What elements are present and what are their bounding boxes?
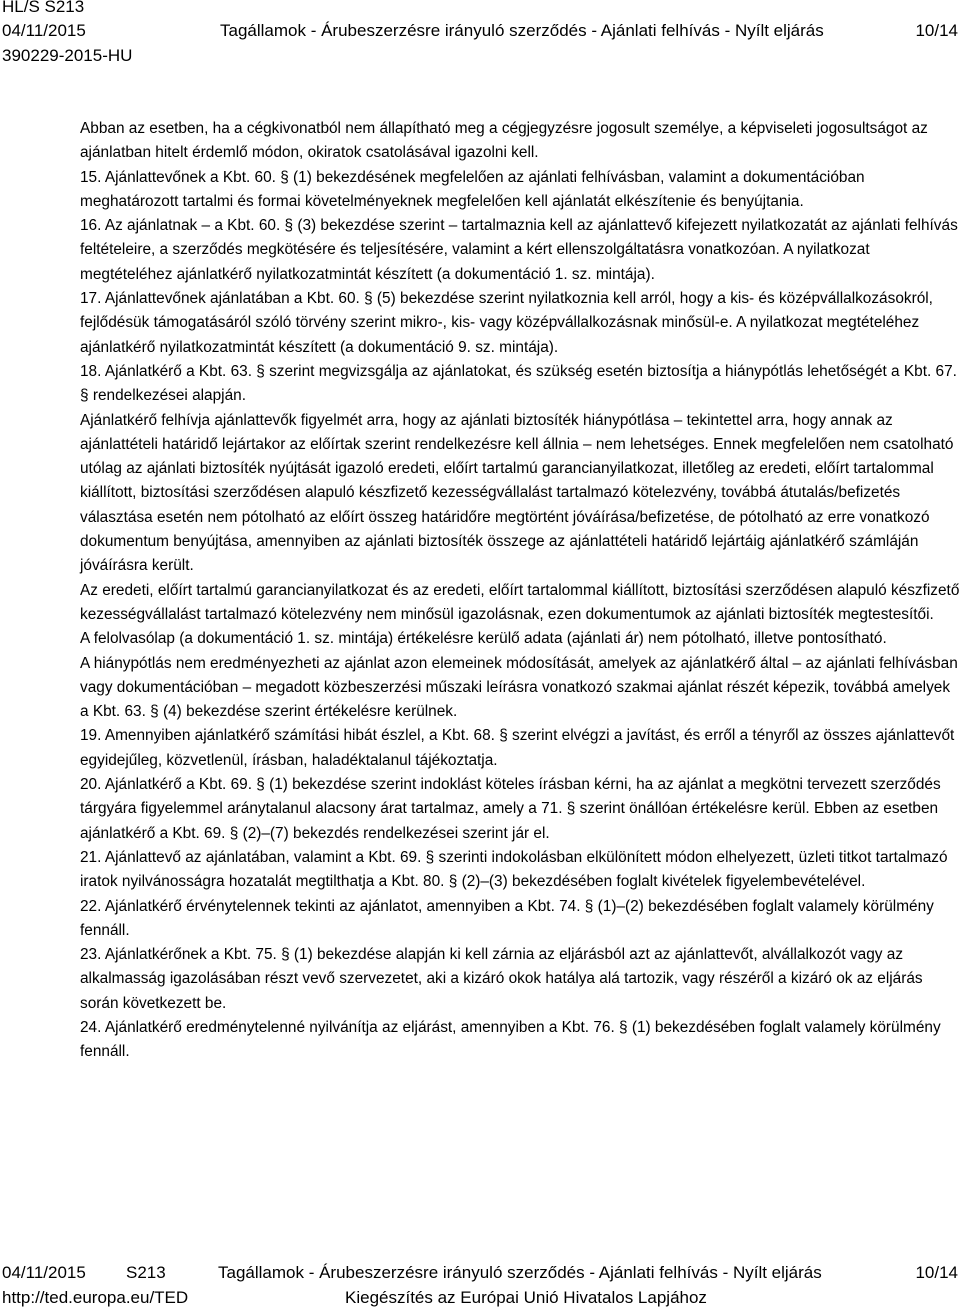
paragraph: Az eredeti, előírt tartalmú garancianyilatkozat és az eredeti, előírt tartalommal kiállított, biztosítási szerződésen alapuló készfizető kezességvállalást tartalmazó kötelezvény nem minősül igazolásnak, ezen dokumentumok az ajánlati biztosíték megtestesítői. [80,581,960,623]
paragraph: 23. Ajánlatkérőnek a Kbt. 75. § (1) bekezdése alapján ki kell zárnia az eljárásból azt az ajánlattevőt, alvállalkozót vagy az alkalmasság igazolásában részt vevő szervezetet, aki a kizáró okok hatálya alá tartozik, vagy részéről a kizáró ok az eljárás során következett be. [80,946,923,1012]
header-page-number: 10/14 [915,21,958,40]
paragraph: 17. Ajánlattevőnek ajánlatában a Kbt. 60. § (5) bekezdése szerint nyilatkoznia kell arról, hogy a kis- és középvállalkozásokról, fejlődésük támogatásáról szóló törvény szerint mikro-, kis- vagy középvállalkozásnak minősül-e. A nyilatkozat megtételéhez ajánlatkérő nyilatkozatmintát készített (a dokumentáció 9. sz. mintája). [80,290,933,356]
paragraph: Abban az esetben, ha a cégkivonatból nem állapítható meg a cégjegyzésre jogosult személye, a képviseleti jogosultságot az ajánlatban hitelt érdemlő módon, okiratok csatolásával igazolni kell. [80,120,928,162]
paragraph: 18. Ajánlatkérő a Kbt. 63. § szerint megvizsgálja az ajánlatokat, és szükség esetén biztosítja a hiánypótlás lehetőségét a Kbt. 67. § rendelkezései alapján. [80,362,957,405]
footer-code: S213 [126,1263,166,1282]
page-header [0,0,960,72]
footer-title: Tagállamok - Árubeszerzésre irányuló szerződés - Ajánlati felhívás - Nyílt eljárás [218,1263,822,1282]
footer-page-number: 10/14 [915,1263,958,1282]
paragraph: 22. Ajánlatkérő érvénytelennek tekinti az ajánlatot, amennyiben a Kbt. 74. § (1)–(2) bekezdésében foglalt valamely körülmény fennáll. [80,897,934,939]
paragraph: 19. Amennyiben ajánlatkérő számítási hibát észlel, a Kbt. 68. § szerint elvégzi a javítást, és erről a tényről az összes ajánlattevőt egyidejűleg, közvetlenül, írásban, haladéktalanul tájékoztatja. [80,727,955,769]
paragraph: 21. Ajánlattevő az ajánlatában, valamint a Kbt. 69. § szerinti indokolásban elkülönített módon elhelyezett, üzleti titkot tartalmazó iratok nyilvánosságra hozatalát megtilthatja a Kbt. 80. § (2)–(3) bekezdésében foglalt kivételek figyelembevételével. [80,848,948,891]
footer-url[interactable]: http://ted.europa.eu/TED [2,1288,189,1307]
document-body [80,117,960,1065]
doc-id: 390229-2015-HU [2,46,133,65]
paragraph: 24. Ajánlatkérő eredménytelenné nyilvánítja az eljárást, amennyiben a Kbt. 76. § (1) bekezdésében foglalt valamely körülmény fennáll. [80,1018,941,1061]
paragraph: 20. Ajánlatkérő a Kbt. 69. § (1) bekezdése szerint indoklást köteles írásban kérni, ha az ajánlat a megkötni tervezett szerződés tárgyára figyelemmel aránytalanul alacsony árat tartalmaz, amely a 71. § szerint önállóan értékelésre kerül. Ebben az esetben ajánlatkérő a Kbt. 69. § (2)–(7) bekezdés rendelkezései szerint jár el. [80,776,941,842]
page-footer [0,1263,960,1311]
paragraph: A felolvasólap (a dokumentáció 1. sz. mintája) értékelésre kerülő adata (ajánlati ár) nem pótolható, illetve pontosítható. [80,630,887,648]
paragraph: 15. Ajánlattevőnek a Kbt. 60. § (1) bekezdésének megfelelően az ajánlati felhívásban, valamint a dokumentációban meghatározott tartalmi és formai követelményeknek megfelelően kell ajánlatát elkészítenie és benyújtania. [80,168,865,210]
header-title: Tagállamok - Árubeszerzésre irányuló szerződés - Ajánlati felhívás - Nyílt eljárás [220,21,824,40]
paragraph: A hiánypótlás nem eredményezheti az ajánlat azon elemeinek módosítását, amelyek az ajánlatkérő által – az ajánlati felhívásban vagy dokumentációban – megadott közbeszerzési műszaki leírásra vonatkozó szakmai ajánlat részét képezik, továbbá amelyek a Kbt. 63. § (4) bekezdése szerint értékelésre kerülnek. [80,654,958,721]
doc-code: HL/S S213 [2,0,85,16]
footer-date: 04/11/2015 [2,1263,86,1282]
paragraph: 16. Az ajánlatnak – a Kbt. 60. § (3) bekezdése szerint – tartalmaznia kell az ajánlattevő kifejezett nyilatkozatát az ajánlati felhívás feltételeire, a szerződés megkötésére és teljesítésére, valamint a kért ellenszolgáltatásra vonatkozóan. A nyilatkozat megtételéhez ajánlatkérő nyilatkozatmintát készített (a dokumentáció 1. sz. mintája). [80,217,958,283]
header-date: 04/11/2015 [2,21,86,40]
footer-publication: Kiegészítés az Európai Unió Hivatalos Lapjához [345,1288,707,1307]
paragraph: Ajánlatkérő felhívja ajánlattevők figyelmét arra, hogy az ajánlati biztosíték hiánypótlása – tekintettel arra, hogy annak az ajánlattételi határidő lejártakor az előírtak szerint rendelkezésre kell állnia – nem lehetséges. Ennek megfelelően nem csatolható utólag az ajánlati biztosíték nyújtását igazoló eredeti, előírt tartalmú garancianyilatkozat, illetőleg az eredeti, előírt tartalommal kiállított, biztosítási szerződésen alapuló készfizető kezességvállalást tartalmazó kötelezvény, továbbá átutalás/befizetés választása esetén nem pótolható az előírt összeg határidőre megtörtént jóváírása/befizetése, de pótolható az erre vonatkozó dokumentum benyújtása, amennyiben az ajánlati biztosíték összege az ajánlattételi határidő lejártáig ajánlatkérő számláján jóváírásra került. [80,411,954,575]
